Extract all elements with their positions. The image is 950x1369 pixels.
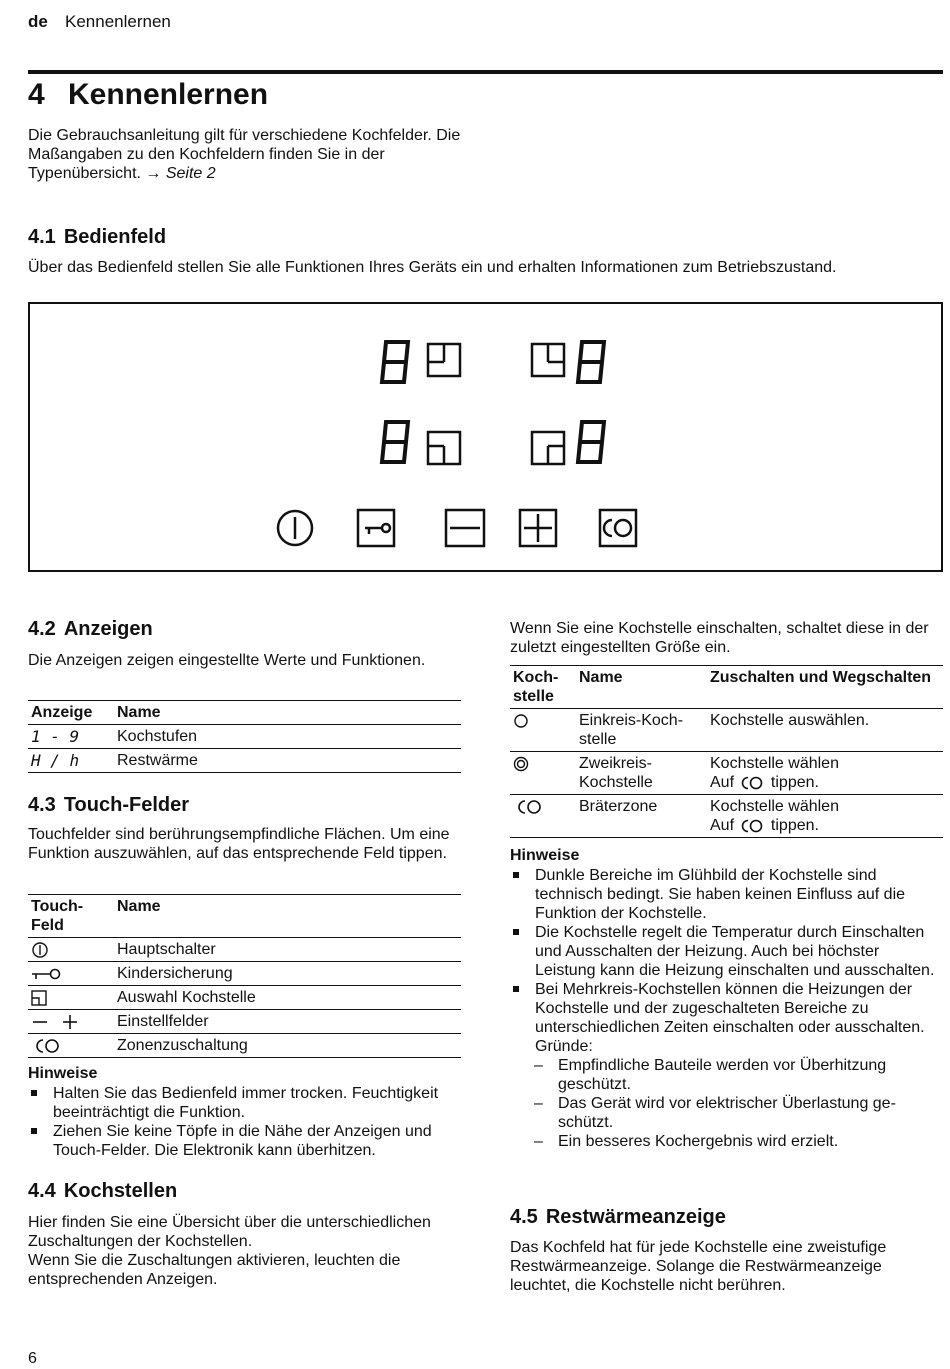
cooking-zones-table xyxy=(510,665,943,838)
list-item xyxy=(28,1122,461,1160)
zone-connect-icon xyxy=(738,776,766,790)
zone-action-cell xyxy=(707,752,943,795)
table-row xyxy=(28,986,461,1010)
chapter-number: 4 xyxy=(28,78,45,111)
section-4-1-text: Über das Bedienfeld stellen Sie alle Funktionen Ihres Geräts ein und erhalten Informationen zum Betriebszustand. xyxy=(28,259,837,276)
table-row xyxy=(28,1034,461,1058)
touch-symbol-cell xyxy=(28,986,114,1010)
zone-action-suffix: tippen. xyxy=(770,817,819,834)
bullet-icon xyxy=(31,1128,37,1134)
text-line: Wenn Sie die Zuschaltungen aktivieren, leuchten die entsprechenden Anzeigen. xyxy=(28,1252,401,1288)
list-item xyxy=(510,1132,943,1151)
section-title: Restwärmeanzeige xyxy=(545,1206,726,1228)
zone-symbol-cell xyxy=(510,795,576,838)
table-row xyxy=(510,752,943,795)
section-4-4-text xyxy=(28,1213,461,1289)
section-number: 4.3 xyxy=(28,794,56,816)
power-icon xyxy=(31,941,49,959)
zone-action-suffix: tippen. xyxy=(770,774,819,791)
section-title: Bedienfeld xyxy=(63,226,167,248)
displays-table xyxy=(28,700,461,773)
minus-plus-icon xyxy=(31,1014,81,1030)
touch-fields-table xyxy=(28,894,461,1058)
section-title: Kochstellen xyxy=(63,1180,178,1202)
zone-action: Kochstelle wählen xyxy=(710,798,839,815)
column-header: Zuschalten und Wegschalten xyxy=(710,669,932,686)
table-row xyxy=(510,709,943,752)
section-number: 4.1 xyxy=(28,226,56,248)
touch-symbol-cell xyxy=(28,1010,114,1034)
chapter-title: Kennenlernen xyxy=(68,78,269,111)
notes-heading: Hinweise xyxy=(510,847,580,864)
table-row xyxy=(28,725,461,749)
touch-name: Hauptschalter xyxy=(117,941,216,958)
section-4-3-heading xyxy=(28,794,189,817)
section-4-3-text: Touchfelder sind berührungsempfindliche Flächen. Um eine Funktion auszuwählen, auf das entsprechende Feld tippen. xyxy=(28,826,450,862)
notes-list xyxy=(510,866,943,1151)
header-rule xyxy=(28,70,943,74)
control-panel-drawing xyxy=(30,304,941,570)
reason-text: Das Gerät wird vor elektrischer Überlastung geschützt. xyxy=(558,1095,896,1131)
notes-heading: Hinweise xyxy=(28,1065,98,1082)
bullet-icon xyxy=(31,1090,37,1096)
touch-symbol-cell xyxy=(28,1034,114,1058)
column-header: Kochstelle xyxy=(513,669,559,705)
section-4-2-heading xyxy=(28,618,153,641)
zone-action: Kochstelle auswählen. xyxy=(710,712,870,729)
dash-icon: – xyxy=(534,1095,543,1112)
notes-list xyxy=(28,1084,461,1160)
section-title: Touch-Felder xyxy=(63,794,189,816)
chapter-heading xyxy=(28,78,268,112)
section-title: Anzeigen xyxy=(63,618,153,640)
dash-icon: – xyxy=(534,1133,543,1150)
bullet-icon xyxy=(513,872,519,878)
touch-symbol-cell xyxy=(28,938,114,962)
table-row xyxy=(28,749,461,773)
list-item xyxy=(510,980,943,1056)
note-text: Die Kochstelle regelt die Temperatur durch Einschalten und Ausschalten der Heizung. Auch bei höchster Leistung kann die Heizung einschalten und ausschalten. xyxy=(535,924,935,979)
chapter-intro xyxy=(28,126,468,183)
zone-action: Kochstelle wählen xyxy=(710,755,839,772)
control-panel-illustration xyxy=(28,302,943,572)
dash-icon: – xyxy=(534,1057,543,1074)
table-row xyxy=(510,795,943,838)
table-header-row xyxy=(510,666,943,709)
section-number: 4.4 xyxy=(28,1180,56,1202)
bullet-icon xyxy=(513,986,519,992)
display-digit-bottom-left xyxy=(382,422,408,462)
reason-text: Ein besseres Kochergebnis wird erzielt. xyxy=(558,1133,839,1150)
zone-symbol-cell xyxy=(510,709,576,752)
column-header: Name xyxy=(117,704,161,721)
bullet-icon xyxy=(513,929,519,935)
zone-action-prefix: Auf xyxy=(710,817,735,834)
section-4-4-heading xyxy=(28,1180,177,1203)
running-header-title: Kennenlernen xyxy=(65,12,171,31)
table-row xyxy=(28,1010,461,1034)
list-item xyxy=(510,866,943,923)
section-number: 4.5 xyxy=(510,1206,538,1228)
display-symbol: H / h xyxy=(31,751,80,770)
intro-text: Die Gebrauchsanleitung gilt für verschiedene Kochfelder. Die Maßangaben zu den Kochfeldern finden Sie in der Typenübersicht. xyxy=(28,127,461,182)
touch-name: Einstellfelder xyxy=(117,1013,209,1030)
zone-name: Einkreis-Kochstelle xyxy=(579,712,684,748)
column-header: Touch-Feld xyxy=(31,898,84,934)
touch-name: Auswahl Kochstelle xyxy=(117,989,256,1006)
zone-name: Bräterzone xyxy=(579,798,658,815)
reasons-label: Gründe: xyxy=(535,1038,593,1055)
touch-name: Zonenzuschaltung xyxy=(117,1037,248,1054)
display-digit-bottom-right xyxy=(578,422,604,462)
key-icon xyxy=(31,966,61,982)
display-digit-top-left xyxy=(382,342,408,382)
list-item xyxy=(510,1056,943,1094)
table-header-row xyxy=(28,701,461,725)
zone-connect-icon xyxy=(738,819,766,833)
section-4-4-text-continued: Wenn Sie eine Kochstelle einschalten, schaltet diese in der zuletzt eingestellten Größe ein. xyxy=(510,620,929,656)
list-item xyxy=(28,1084,461,1122)
table-header-row xyxy=(28,895,461,938)
display-name: Restwärme xyxy=(117,752,198,769)
reason-text: Empfindliche Bauteile werden vor Überhitzung geschützt. xyxy=(558,1057,887,1093)
note-text: Bei Mehrkreis-Kochstellen können die Heizungen der Kochstelle und der zugeschalteten Bereiche zu unterschiedlichen Zeiten einschalten oder ausschalten. xyxy=(535,981,925,1036)
display-name: Kochstufen xyxy=(117,728,198,745)
double-circle-icon xyxy=(513,756,529,772)
zone-select-icon xyxy=(31,990,47,1006)
section-4-2-text: Die Anzeigen zeigen eingestellte Werte und Funktionen. xyxy=(28,652,426,669)
zone-action-prefix: Auf xyxy=(710,774,735,791)
table-row xyxy=(28,938,461,962)
column-header: Name xyxy=(117,898,161,915)
touch-name: Kindersicherung xyxy=(117,965,233,982)
table-row xyxy=(28,962,461,986)
column-header: Name xyxy=(579,669,623,686)
language-label: de xyxy=(28,12,48,31)
text-line: Hier finden Sie eine Übersicht über die unterschiedlichen Zuschaltungen der Kochstellen. xyxy=(28,1214,431,1250)
section-4-5-text: Das Kochfeld hat für jede Kochstelle eine zweistufige Restwärmeanzeige. Solange die Restwärmeanzeige leuchtet, die Kochstelle nicht berühren. xyxy=(510,1239,887,1294)
single-circle-icon xyxy=(513,713,529,729)
display-digit-top-right xyxy=(578,342,604,382)
section-number: 4.2 xyxy=(28,618,56,640)
note-text: Ziehen Sie keine Töpfe in die Nähe der Anzeigen und Touch-Felder. Die Elektronik kann überhitzen. xyxy=(53,1123,432,1159)
page-number: 6 xyxy=(28,1350,37,1367)
zone-name: Zweikreis-Kochstelle xyxy=(579,755,653,791)
note-text: Halten Sie das Bedienfeld immer trocken. Feuchtigkeit beeinträchtigt die Funktion. xyxy=(53,1085,439,1121)
column-header: Anzeige xyxy=(31,704,93,721)
section-4-1-heading xyxy=(28,226,166,249)
display-symbol: 1 - 9 xyxy=(31,727,80,746)
zone-symbol-cell xyxy=(510,752,576,795)
list-item xyxy=(510,923,943,980)
list-item xyxy=(510,1094,943,1132)
page-reference-link[interactable]: Seite 2 xyxy=(165,165,216,182)
zone-action-cell xyxy=(707,795,943,838)
touch-symbol-cell xyxy=(28,962,114,986)
arrow-icon: → xyxy=(145,165,162,182)
zone-connect-icon xyxy=(31,1038,63,1054)
section-4-5-heading xyxy=(510,1206,726,1229)
note-text: Dunkle Bereiche im Glühbild der Kochstelle sind technisch bedingt. Sie haben keinen Einfluss auf die Funktion der Kochstelle. xyxy=(535,867,906,922)
roaster-zone-icon xyxy=(513,799,545,815)
